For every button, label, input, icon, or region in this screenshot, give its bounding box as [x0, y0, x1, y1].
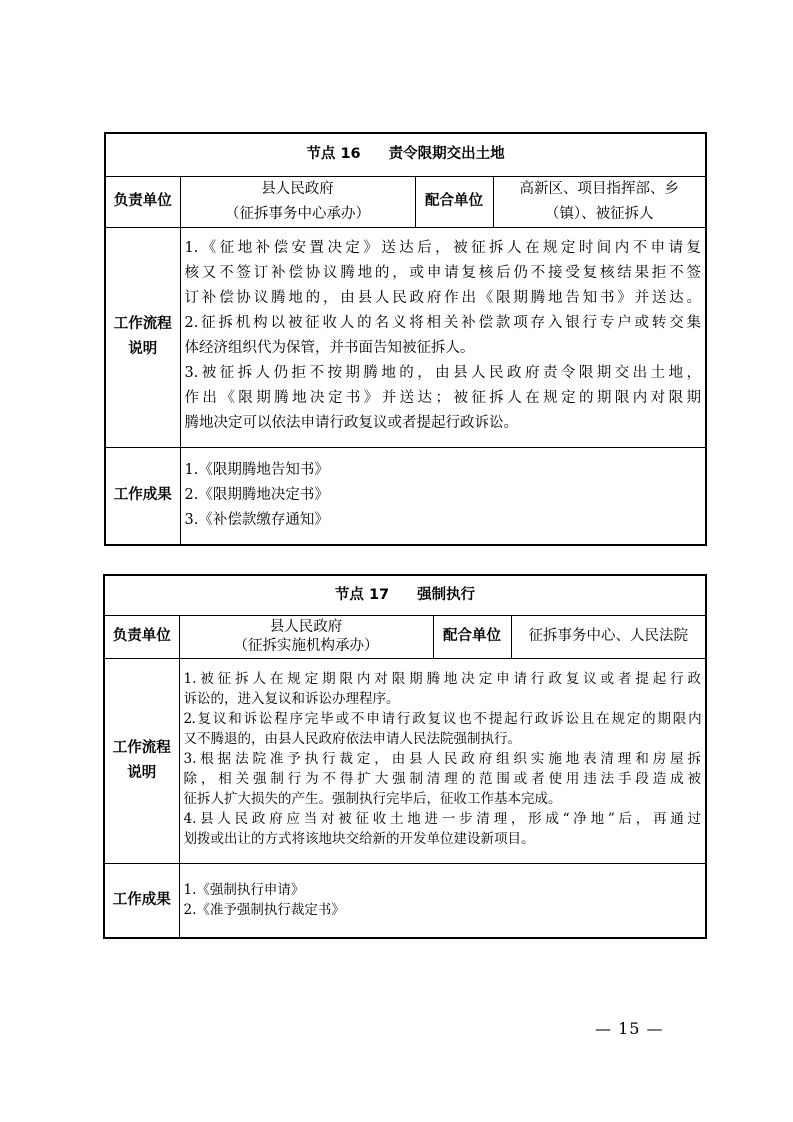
node16-process-line: 体经济组织代为保管，并书面告知被征拆人。: [184, 339, 475, 356]
node17-process-line: 1.被征拆人在规定期限内对限期腾地决定申请行政复议或者提起行政: [183, 670, 702, 687]
node16-cooperating-line2: （镇）、被征拆人: [544, 205, 654, 222]
node17-title-number: 节点 17: [334, 586, 390, 603]
node17-responsible-value: [179, 615, 433, 658]
node17-title-name: 强制执行: [417, 586, 476, 603]
node17-result-label: 工作成果: [104, 863, 179, 938]
node17-process-line: 2.复议和诉讼程序完毕或不申请行政复议也不提起行政诉讼且在规定的期限内: [183, 710, 702, 727]
node16-result-list: [180, 447, 706, 545]
node17-responsible-line1: 县人民政府: [269, 618, 343, 635]
node16-process-line: 作出《限期腾地决定书》并送达；被征拆人在规定的期限内对限期: [184, 389, 702, 406]
node16-result-item: 1.《限期腾地告知书》: [184, 462, 329, 479]
node16-result-item: 3.《补偿款缴存通知》: [184, 512, 329, 529]
node17-result-list: [179, 863, 706, 938]
node17-process-label-line2: 说明: [127, 764, 157, 781]
node17-process-line: 除，相关强制行为不得扩大强制清理的范围或者使用违法手段造成被: [183, 770, 702, 787]
node16-responsible-value: [180, 176, 415, 227]
node17-process-line: 4.县人民政府应当对被征收土地进一步清理，形成“净地”后，再通过: [183, 810, 702, 827]
node17-process-line: 诉讼的，进入复议和诉讼办理程序。: [183, 690, 400, 707]
node17-table: [103, 574, 707, 939]
node16-process-line: 腾地决定可以依法申请行政复议或者提起行政诉讼。: [184, 414, 518, 431]
node16-cooperating-value: [493, 176, 706, 227]
node17-result-item: 2.《准予强制执行裁定书》: [183, 902, 345, 919]
node16-result-item: 2.《限期腾地决定书》: [184, 487, 329, 504]
node16-title: [105, 133, 706, 176]
node17-process-line: 划拨或出让的方式将该地块交给新的开发单位建设新项目。: [183, 830, 535, 847]
node17-responsible-line2: （征拆实施机构承办）: [233, 637, 379, 654]
node17-process-description: [179, 658, 706, 863]
node16-process-line: 订补偿协议腾地的，由县人民政府作出《限期腾地告知书》并送达。: [184, 289, 702, 306]
node16-process-line: 1.《征地补偿安置决定》送达后，被征拆人在规定时间内不申请复: [184, 239, 702, 256]
node17-responsible-label: 负责单位: [104, 615, 179, 658]
node17-cooperating-label: 配合单位: [433, 615, 511, 658]
node17-process-label: [104, 658, 179, 863]
node16-result-label: 工作成果: [105, 447, 180, 545]
node17-process-line: 征拆人扩大损失的产生。强制执行完毕后，征收工作基本完成。: [183, 790, 562, 807]
page-number: — 15 —: [595, 1019, 664, 1038]
node16-responsible-line2: （征拆事务中心承办）: [225, 205, 370, 222]
node17-process-label-line1: 工作流程: [112, 739, 171, 756]
node16-process-line: 2.征拆机构以被征收人的名义将相关补偿款项存入银行专户或转交集: [184, 314, 702, 331]
node17-process-line: 又不腾退的，由县人民政府依法申请人民法院强制执行。: [183, 730, 521, 747]
node17-result-item: 1.《强制执行申请》: [183, 882, 305, 899]
node16-process-label-line2: 说明: [128, 341, 158, 357]
node17-title: [104, 575, 706, 615]
node16-responsible-label: 负责单位: [105, 176, 180, 227]
node16-title-number: 节点 16: [306, 146, 361, 163]
node16-responsible-line1: 县人民政府: [261, 180, 334, 197]
node16-table: [104, 132, 707, 546]
node17-cooperating-value: 征拆事务中心、人民法院: [511, 615, 706, 658]
node16-process-label: [105, 227, 180, 447]
node16-process-line: 核又不签订补偿协议腾地的，或申请复核后仍不接受复核结果拒不签: [184, 264, 702, 281]
node17-process-line: 3.根据法院准予执行裁定，由县人民政府组织实施地表清理和房屋拆: [183, 750, 702, 767]
node16-cooperating-label: 配合单位: [415, 176, 493, 227]
node16-process-line: 3.被征拆人仍拒不按期腾地的，由县人民政府责令限期交出土地，: [184, 364, 702, 381]
node16-process-label-line1: 工作流程: [113, 316, 172, 332]
node16-process-description: [180, 227, 706, 447]
node16-title-name: 责令限期交出土地: [388, 146, 505, 163]
node16-cooperating-line1: 高新区、项目指挥部、乡: [519, 180, 680, 197]
